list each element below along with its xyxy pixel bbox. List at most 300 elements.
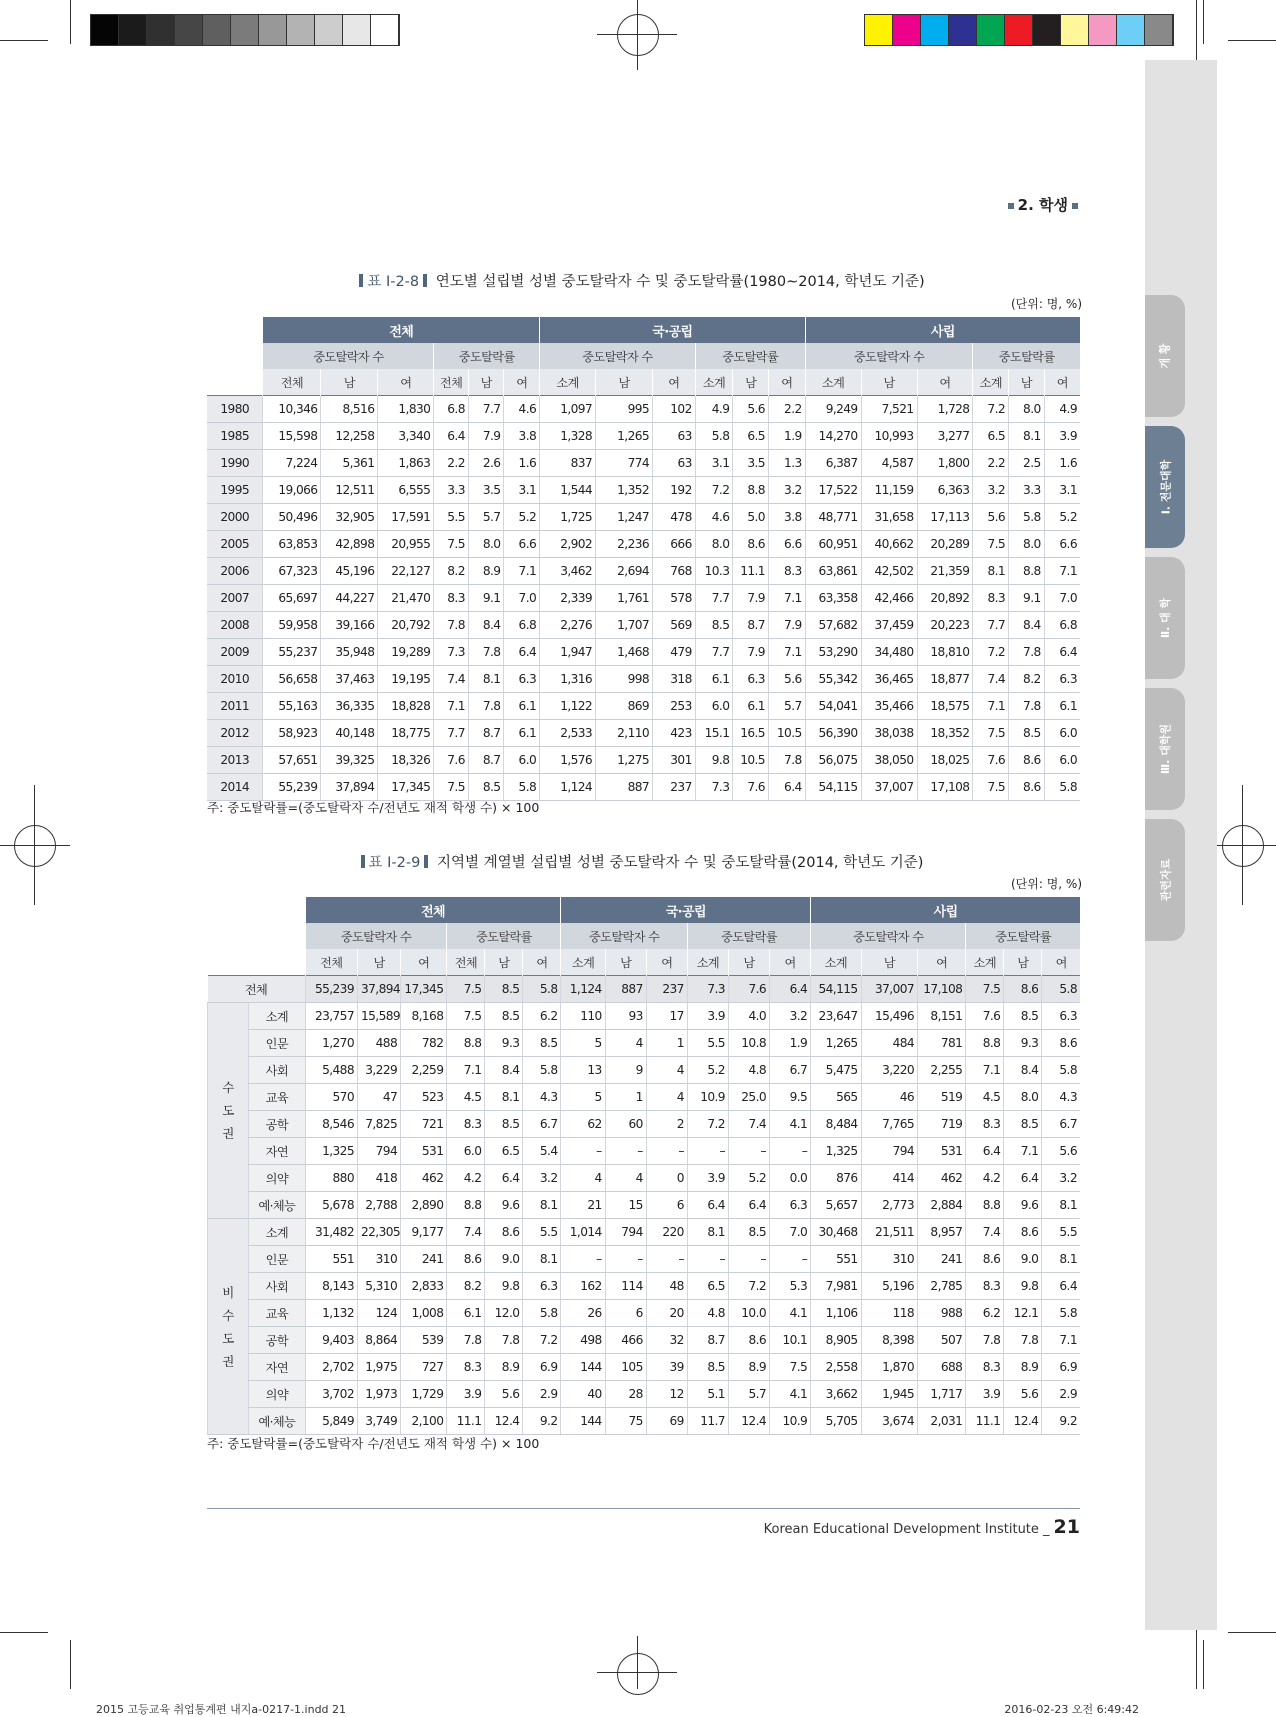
table-row <box>208 1300 1081 1327</box>
value-cell: 6.3 <box>523 1273 561 1300</box>
subgroup-header: 중도탈락자 수 <box>263 343 434 369</box>
tab-overview[interactable]: 개 황 <box>1145 295 1185 417</box>
value-cell: 6.8 <box>504 612 540 639</box>
value-cell: 301 <box>653 747 696 774</box>
value-cell: 8.0 <box>695 531 733 558</box>
value-cell: 5.0 <box>733 504 769 531</box>
value-cell: 6.6 <box>768 531 805 558</box>
tab-graduate-school[interactable]: Ⅲ. 대학원 <box>1145 688 1185 810</box>
field-cell: 의약 <box>249 1165 306 1192</box>
value-cell: 551 <box>811 1246 861 1273</box>
value-cell: 54,041 <box>805 693 861 720</box>
value-cell: 63,861 <box>805 558 861 585</box>
value-cell: 4.8 <box>687 1300 728 1327</box>
value-cell: 3,340 <box>378 423 434 450</box>
value-cell: 1,316 <box>540 666 596 693</box>
value-cell: 8.5 <box>485 976 523 1003</box>
color-swatch <box>977 15 1005 45</box>
value-cell: 6.0 <box>504 747 540 774</box>
value-cell: 6.4 <box>966 1138 1004 1165</box>
value-cell: 54,115 <box>805 774 861 801</box>
value-cell: 6.5 <box>485 1138 523 1165</box>
color-swatch <box>1145 15 1173 45</box>
value-cell: 1,544 <box>540 477 596 504</box>
value-cell: 5.2 <box>687 1057 728 1084</box>
value-cell: 17,345 <box>401 976 447 1003</box>
value-cell: 8.7 <box>468 747 504 774</box>
table2-note: 주: 중도탈락률=(중도탈락자 수/전년도 재적 학생 수) × 100 <box>207 1436 540 1451</box>
value-cell: 8.5 <box>728 1219 769 1246</box>
value-cell: 9.8 <box>695 747 733 774</box>
value-cell: 8.6 <box>728 1327 769 1354</box>
value-cell: 507 <box>918 1327 966 1354</box>
value-cell: 2 <box>646 1111 687 1138</box>
column-header: 남 <box>605 949 646 976</box>
column-header: 전체 <box>263 369 321 396</box>
value-cell: 7.9 <box>468 423 504 450</box>
value-cell: 40,148 <box>321 720 378 747</box>
value-cell: 5.2 <box>728 1165 769 1192</box>
value-cell: 6.4 <box>1044 639 1080 666</box>
value-cell: 9,177 <box>401 1219 447 1246</box>
column-header: 소계 <box>687 949 728 976</box>
gray-swatch <box>343 15 371 45</box>
value-cell: 15,496 <box>861 1003 918 1030</box>
field-cell: 교육 <box>249 1084 306 1111</box>
value-cell: 2,702 <box>305 1354 357 1381</box>
value-cell: 1,725 <box>540 504 596 531</box>
value-cell: 18,775 <box>378 720 434 747</box>
value-cell: 5.6 <box>1004 1381 1042 1408</box>
value-cell: 5,705 <box>811 1408 861 1435</box>
value-cell: 17,522 <box>805 477 861 504</box>
group-header: 전체 <box>305 897 561 923</box>
value-cell: 6.4 <box>434 423 469 450</box>
value-cell: 1.6 <box>1044 450 1080 477</box>
value-cell: 6.4 <box>504 639 540 666</box>
value-cell: 7.6 <box>966 1003 1004 1030</box>
value-cell: 5,488 <box>305 1057 357 1084</box>
color-swatch <box>949 15 977 45</box>
value-cell: 1,576 <box>540 747 596 774</box>
value-cell: 6.4 <box>728 1192 769 1219</box>
value-cell: 8.1 <box>468 666 504 693</box>
value-cell: 162 <box>561 1273 605 1300</box>
table2-title: 지역별 계열별 설립별 성별 중도탈락자 수 및 중도탈락률(2014, 학년도 기준) <box>436 855 924 871</box>
value-cell: 23,757 <box>305 1003 357 1030</box>
value-cell: 55,342 <box>805 666 861 693</box>
value-cell: 8.8 <box>966 1192 1004 1219</box>
value-cell: 6.5 <box>687 1273 728 1300</box>
value-cell: 8.6 <box>1042 1030 1080 1057</box>
value-cell: 5.8 <box>1044 774 1080 801</box>
value-cell: 782 <box>401 1030 447 1057</box>
value-cell: 7.8 <box>447 1327 485 1354</box>
value-cell: 4 <box>646 1057 687 1084</box>
tab-university[interactable]: Ⅱ. 대 학 <box>1145 557 1185 679</box>
value-cell: 21,511 <box>861 1219 918 1246</box>
value-cell: 5.8 <box>523 976 561 1003</box>
value-cell: 54,115 <box>811 976 861 1003</box>
value-cell: 7.0 <box>1044 585 1080 612</box>
value-cell: 887 <box>596 774 653 801</box>
value-cell: 8,143 <box>305 1273 357 1300</box>
column-header: 소계 <box>973 369 1009 396</box>
value-cell: 6.0 <box>695 693 733 720</box>
value-cell: 9,403 <box>305 1327 357 1354</box>
table-row <box>208 1003 1081 1030</box>
value-cell: 4.9 <box>695 396 733 423</box>
field-cell: 사회 <box>249 1273 306 1300</box>
field-cell: 사회 <box>249 1057 306 1084</box>
value-cell: 8.1 <box>1042 1192 1080 1219</box>
value-cell: 8,957 <box>918 1219 966 1246</box>
value-cell: 9.3 <box>1004 1030 1042 1057</box>
value-cell: 56,658 <box>263 666 321 693</box>
value-cell: 4.1 <box>770 1111 811 1138</box>
value-cell: 8.5 <box>695 612 733 639</box>
value-cell: 7.4 <box>973 666 1009 693</box>
value-cell: 11.1 <box>966 1408 1004 1435</box>
value-cell: 3.2 <box>770 1003 811 1030</box>
value-cell: – <box>605 1246 646 1273</box>
value-cell: 7.5 <box>966 976 1004 1003</box>
table-row <box>207 639 1080 666</box>
value-cell: 13 <box>561 1057 605 1084</box>
value-cell: 7.8 <box>768 747 805 774</box>
value-cell: 62 <box>561 1111 605 1138</box>
value-cell: 7.3 <box>434 639 469 666</box>
tab-junior-college[interactable]: Ⅰ. 전문대학 <box>1145 426 1185 548</box>
value-cell: 3,749 <box>357 1408 400 1435</box>
value-cell: 6.4 <box>1004 1165 1042 1192</box>
value-cell: 6.7 <box>770 1057 811 1084</box>
value-cell: 4 <box>646 1084 687 1111</box>
value-cell: 998 <box>596 666 653 693</box>
value-cell: 5.6 <box>768 666 805 693</box>
value-cell: 5.8 <box>504 774 540 801</box>
value-cell: 727 <box>401 1354 447 1381</box>
value-cell: 1.3 <box>768 450 805 477</box>
gray-swatch <box>203 15 231 45</box>
value-cell: 423 <box>653 720 696 747</box>
subgroup-header: 중도탈락률 <box>447 923 561 949</box>
value-cell: 8.3 <box>434 585 469 612</box>
value-cell: 15 <box>605 1192 646 1219</box>
table-row <box>208 1219 1081 1246</box>
value-cell: 11.7 <box>687 1408 728 1435</box>
table-row <box>207 558 1080 585</box>
group-header: 사립 <box>811 897 1080 923</box>
value-cell: 17 <box>646 1003 687 1030</box>
value-cell: 7.8 <box>1004 1327 1042 1354</box>
subgroup-header: 중도탈락자 수 <box>561 923 687 949</box>
value-cell: 8.2 <box>447 1273 485 1300</box>
value-cell: 12.0 <box>485 1300 523 1327</box>
value-cell: 5,310 <box>357 1273 400 1300</box>
value-cell: 578 <box>653 585 696 612</box>
table-row <box>208 1408 1081 1435</box>
value-cell: 478 <box>653 504 696 531</box>
value-cell: 114 <box>605 1273 646 1300</box>
value-cell: 8.0 <box>1004 1084 1042 1111</box>
value-cell: 688 <box>918 1354 966 1381</box>
value-cell: 21,359 <box>917 558 973 585</box>
value-cell: 1,800 <box>917 450 973 477</box>
value-cell: 69 <box>646 1408 687 1435</box>
value-cell: 14,270 <box>805 423 861 450</box>
value-cell: 2,276 <box>540 612 596 639</box>
value-cell: 5.7 <box>768 693 805 720</box>
value-cell: 1,717 <box>918 1381 966 1408</box>
value-cell: 2.2 <box>434 450 469 477</box>
value-cell: 4.2 <box>966 1165 1004 1192</box>
column-header: 전체 <box>447 949 485 976</box>
value-cell: 2,884 <box>918 1192 966 1219</box>
value-cell: 17,108 <box>918 976 966 1003</box>
value-cell: 3,277 <box>917 423 973 450</box>
value-cell: 220 <box>646 1219 687 1246</box>
value-cell: 7.5 <box>447 1003 485 1030</box>
table1-note: 주: 중도탈락률=(중도탈락자 수/전년도 재적 학생 수) × 100 <box>207 800 540 815</box>
table-row <box>208 1246 1081 1273</box>
value-cell: 57,651 <box>263 747 321 774</box>
value-cell: 6.0 <box>1044 747 1080 774</box>
value-cell: 6.1 <box>504 693 540 720</box>
value-cell: 6,387 <box>805 450 861 477</box>
corner-cell <box>208 897 306 949</box>
value-cell: – <box>728 1246 769 1273</box>
subgroup-header: 중도탈락자 수 <box>811 923 966 949</box>
value-cell: 4.3 <box>523 1084 561 1111</box>
gray-swatch <box>175 15 203 45</box>
value-cell: 2,100 <box>401 1408 447 1435</box>
value-cell: 9,249 <box>805 396 861 423</box>
value-cell: 5.5 <box>687 1030 728 1057</box>
corner-cell <box>207 369 263 396</box>
value-cell: 10,993 <box>861 423 917 450</box>
value-cell: 7.6 <box>733 774 769 801</box>
value-cell: 36,465 <box>861 666 917 693</box>
value-cell: – <box>770 1246 811 1273</box>
value-cell: 18,877 <box>917 666 973 693</box>
value-cell: 39 <box>646 1354 687 1381</box>
value-cell: 7.8 <box>485 1327 523 1354</box>
value-cell: 7.4 <box>434 666 469 693</box>
value-cell: 8.4 <box>485 1057 523 1084</box>
value-cell: 462 <box>918 1165 966 1192</box>
tab-related-data[interactable]: 관련자료 <box>1145 819 1185 941</box>
value-cell: 1,328 <box>540 423 596 450</box>
value-cell: 46 <box>861 1084 918 1111</box>
value-cell: 7.0 <box>504 585 540 612</box>
value-cell: 20,955 <box>378 531 434 558</box>
table-row <box>208 1138 1081 1165</box>
value-cell: 5 <box>561 1030 605 1057</box>
value-cell: 5,678 <box>305 1192 357 1219</box>
value-cell: 8,484 <box>811 1111 861 1138</box>
value-cell: 58,923 <box>263 720 321 747</box>
value-cell: 7,765 <box>861 1111 918 1138</box>
value-cell: 6.4 <box>485 1165 523 1192</box>
value-cell: 7,521 <box>861 396 917 423</box>
footer-rule <box>207 1508 1080 1509</box>
value-cell: 7.8 <box>966 1327 1004 1354</box>
value-cell: 40,662 <box>861 531 917 558</box>
value-cell: 6.4 <box>768 774 805 801</box>
value-cell: 2,788 <box>357 1192 400 1219</box>
value-cell: 7.1 <box>973 693 1009 720</box>
value-cell: 21,470 <box>378 585 434 612</box>
value-cell: 63,358 <box>805 585 861 612</box>
year-cell: 2009 <box>207 639 263 666</box>
value-cell: 4.6 <box>504 396 540 423</box>
table2-caption <box>200 851 1080 872</box>
value-cell: 39,325 <box>321 747 378 774</box>
value-cell: 5.8 <box>1042 976 1080 1003</box>
column-header: 남 <box>485 949 523 976</box>
value-cell: 3,229 <box>357 1057 400 1084</box>
value-cell: 7.6 <box>973 747 1009 774</box>
value-cell: 2,833 <box>401 1273 447 1300</box>
value-cell: 7.5 <box>973 720 1009 747</box>
value-cell: 12 <box>646 1381 687 1408</box>
year-cell: 1990 <box>207 450 263 477</box>
value-cell: 4.1 <box>770 1300 811 1327</box>
value-cell: 8.1 <box>523 1192 561 1219</box>
value-cell: 8,168 <box>401 1003 447 1030</box>
subgroup-header: 중도탈락자 수 <box>540 343 696 369</box>
value-cell: 7.5 <box>770 1354 811 1381</box>
value-cell: 8.5 <box>1009 720 1045 747</box>
value-cell: 6.6 <box>504 531 540 558</box>
value-cell: 22,127 <box>378 558 434 585</box>
value-cell: 794 <box>861 1138 918 1165</box>
table-row <box>207 585 1080 612</box>
value-cell: 237 <box>653 774 696 801</box>
value-cell: 8.6 <box>1004 976 1042 1003</box>
value-cell: 5.2 <box>1044 504 1080 531</box>
value-cell: 4.5 <box>966 1084 1004 1111</box>
value-cell: 6.1 <box>1044 693 1080 720</box>
value-cell: 12,511 <box>321 477 378 504</box>
value-cell: 7.1 <box>966 1057 1004 1084</box>
group-header: 사립 <box>805 317 1080 343</box>
value-cell: 8.6 <box>1004 1219 1042 1246</box>
year-cell: 1985 <box>207 423 263 450</box>
value-cell: 7.1 <box>434 693 469 720</box>
value-cell: 8.5 <box>523 1030 561 1057</box>
value-cell: 781 <box>918 1030 966 1057</box>
value-cell: 6.3 <box>770 1192 811 1219</box>
value-cell: 2,236 <box>596 531 653 558</box>
column-header: 소계 <box>540 369 596 396</box>
value-cell: 5.8 <box>1009 504 1045 531</box>
table2-unit: (단위: 명, %) <box>1010 877 1082 891</box>
value-cell: 17,345 <box>378 774 434 801</box>
value-cell: 4.0 <box>728 1003 769 1030</box>
value-cell: 6.0 <box>1044 720 1080 747</box>
value-cell: 7.4 <box>728 1111 769 1138</box>
total-row <box>208 976 1081 1003</box>
value-cell: 253 <box>653 693 696 720</box>
value-cell: 5,196 <box>861 1273 918 1300</box>
value-cell: 2.5 <box>1009 450 1045 477</box>
value-cell: 8.9 <box>1004 1354 1042 1381</box>
column-header: 남 <box>728 949 769 976</box>
table2 <box>207 897 1080 1435</box>
value-cell: 0.0 <box>770 1165 811 1192</box>
table-row <box>208 1057 1081 1084</box>
value-cell: 721 <box>401 1111 447 1138</box>
value-cell: 241 <box>401 1246 447 1273</box>
value-cell: 8,516 <box>321 396 378 423</box>
value-cell: 4 <box>561 1165 605 1192</box>
value-cell: 12.4 <box>485 1408 523 1435</box>
value-cell: 5.8 <box>695 423 733 450</box>
column-header: 남 <box>1004 949 1042 976</box>
field-cell: 인문 <box>249 1030 306 1057</box>
value-cell: 7.5 <box>973 531 1009 558</box>
value-cell: 26 <box>561 1300 605 1327</box>
value-cell: 8.2 <box>434 558 469 585</box>
table-row <box>207 477 1080 504</box>
value-cell: 2,902 <box>540 531 596 558</box>
value-cell: 3.1 <box>504 477 540 504</box>
value-cell: 8.5 <box>1004 1111 1042 1138</box>
gray-swatch <box>315 15 343 45</box>
value-cell: 110 <box>561 1003 605 1030</box>
value-cell: 6,555 <box>378 477 434 504</box>
value-cell: 8.4 <box>468 612 504 639</box>
value-cell: 1,975 <box>357 1354 400 1381</box>
value-cell: 20,892 <box>917 585 973 612</box>
value-cell: 65,697 <box>263 585 321 612</box>
value-cell: 6 <box>646 1192 687 1219</box>
print-timestamp: 2016-02-23 오전 6:49:42 <box>1004 1703 1139 1716</box>
year-cell: 2000 <box>207 504 263 531</box>
subgroup-header: 중도탈락자 수 <box>305 923 447 949</box>
value-cell: 37,894 <box>321 774 378 801</box>
year-cell: 2007 <box>207 585 263 612</box>
value-cell: 10.5 <box>768 720 805 747</box>
subgroup-header: 중도탈락률 <box>687 923 810 949</box>
value-cell: 8,905 <box>811 1327 861 1354</box>
value-cell: 105 <box>605 1354 646 1381</box>
value-cell: 3.9 <box>1044 423 1080 450</box>
subgroup-header: 중도탈락률 <box>434 343 540 369</box>
value-cell: 2,773 <box>861 1192 918 1219</box>
value-cell: 6.8 <box>1044 612 1080 639</box>
value-cell: 7.1 <box>1042 1327 1080 1354</box>
value-cell: 55,163 <box>263 693 321 720</box>
file-slug: 2015 고등교육 취업통계편 내지a-0217-1.indd 21 <box>96 1703 347 1716</box>
value-cell: 8.1 <box>1042 1246 1080 1273</box>
value-cell: 16.5 <box>733 720 769 747</box>
table-row <box>208 1084 1081 1111</box>
value-cell: 4,587 <box>861 450 917 477</box>
value-cell: 6.2 <box>523 1003 561 1030</box>
value-cell: 1,728 <box>917 396 973 423</box>
value-cell: 35,948 <box>321 639 378 666</box>
value-cell: 8.8 <box>447 1192 485 1219</box>
value-cell: 488 <box>357 1030 400 1057</box>
column-header: 남 <box>596 369 653 396</box>
value-cell: 9.6 <box>1004 1192 1042 1219</box>
value-cell: 8.7 <box>687 1327 728 1354</box>
value-cell: 9.8 <box>1004 1273 1042 1300</box>
value-cell: 7.1 <box>1044 558 1080 585</box>
